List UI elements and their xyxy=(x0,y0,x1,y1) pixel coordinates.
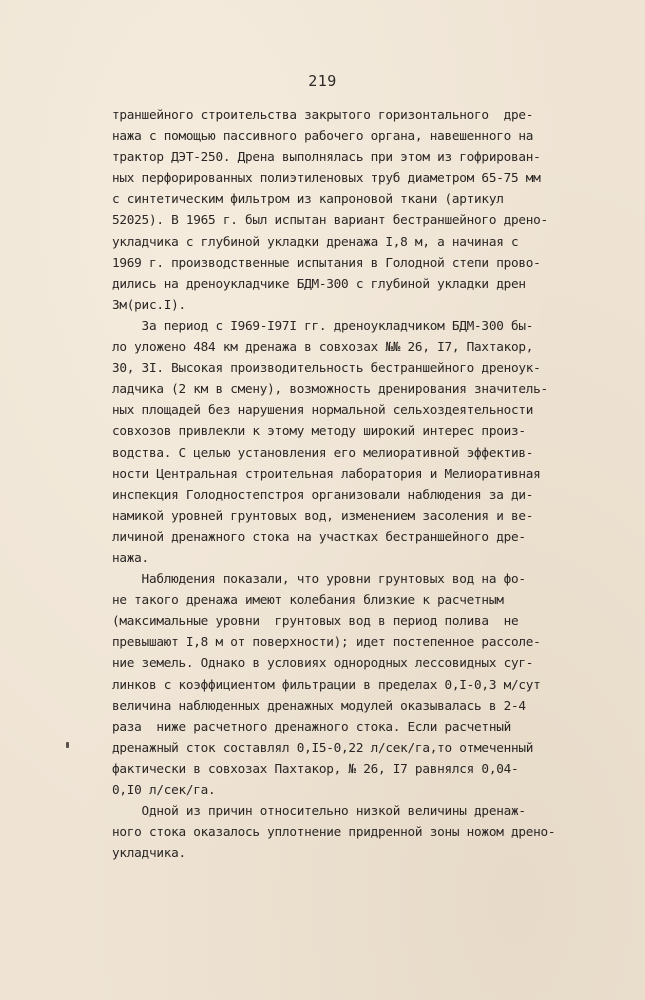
text-line: дренажный сток составлял 0,I5-0,22 л/сек/га,то отмеченный xyxy=(112,739,534,755)
page-number: 219 xyxy=(308,72,337,90)
text-line: инспекция Голодностепстроя организовали наблюдения за ди- xyxy=(112,486,534,502)
text-line: ности Центральная строительная лаборатория и Мелиоративная xyxy=(112,465,541,481)
text-line: Одной из причин относительно низкой величины дренаж- xyxy=(112,803,526,819)
text-line: личиной дренажного стока на участках бестраншейного дре- xyxy=(112,528,526,544)
text-line: не такого дренажа имеют колебания близкие к расчетным xyxy=(112,592,504,608)
text-line: За период с I969-I97I гг. дреноукладчиком БДМ-300 бы- xyxy=(112,317,534,333)
text-line: укладчика. xyxy=(112,845,186,861)
text-line: превышают I,8 м от поверхности); идет постепенное рассоле- xyxy=(112,634,541,650)
text-line: ных перфорированных полиэтиленовых труб диаметром 65-75 мм xyxy=(112,170,541,186)
text-line: нажа с помощью пассивного рабочего органа, навешенного на xyxy=(112,128,534,144)
text-line: 30, 3I. Высокая производительность бестраншейного дреноук- xyxy=(112,360,541,376)
text-line: (максимальные уровни грунтовых вод в период полива не xyxy=(112,613,519,629)
text-line: трактор ДЭТ-250. Дрена выполнялась при этом из гофрирован- xyxy=(112,149,541,165)
text-line: 52025). В 1965 г. был испытан вариант бестраншейного дрено- xyxy=(112,212,548,228)
body-text xyxy=(112,104,572,863)
text-line: 3м(рис.I). xyxy=(112,296,186,312)
text-line: ладчика (2 км в смену), возможность дренирования значитель- xyxy=(112,381,548,397)
text-line: линков с коэффициентом фильтрации в пределах 0,I-0,3 м/сут xyxy=(112,676,541,692)
text-line: ного стока оказалось уплотнение придренной зоны ножом дрено- xyxy=(112,824,556,840)
text-line: с синтетическим фильтром из капроновой ткани (артикул xyxy=(112,191,504,207)
text-line: раза ниже расчетного дренажного стока. Если расчетный xyxy=(112,718,511,734)
text-line: укладчика с глубиной укладки дренажа I,8 м, а начиная с xyxy=(112,233,519,249)
text-line: ных площадей без нарушения нормальной сельхоздеятельности xyxy=(112,402,534,418)
text-line: фактически в совхозах Пахтакор, № 26, I7 равнялся 0,04- xyxy=(112,760,519,776)
text-line: водства. С целью установления его мелиоративной эффектив- xyxy=(112,444,534,460)
text-line: Наблюдения показали, что уровни грунтовых вод на фо- xyxy=(112,571,526,587)
text-line: ние земель. Однако в условиях однородных лессовидных суг- xyxy=(112,655,534,671)
text-line: 1969 г. производственные испытания в Голодной степи прово- xyxy=(112,254,541,270)
text-line: намикой уровней грунтовых вод, изменением засоления и ве- xyxy=(112,507,534,523)
text-line: 0,I0 л/сек/га. xyxy=(112,782,216,797)
ink-mark xyxy=(66,742,69,748)
text-line: нажа. xyxy=(112,549,149,565)
text-line: величина наблюденных дренажных модулей оказывалась в 2-4 xyxy=(112,697,526,713)
text-line: совхозов привлекли к этому методу широкий интерес произ- xyxy=(112,423,526,439)
text-line: дились на дреноукладчике БДМ-300 с глубиной укладки дрен xyxy=(112,275,526,291)
text-line: ло уложено 484 км дренажа в совхозах №№ 26, I7, Пахтакор, xyxy=(112,339,534,355)
text-line: траншейного строительства закрытого горизонтального дре- xyxy=(112,107,534,122)
